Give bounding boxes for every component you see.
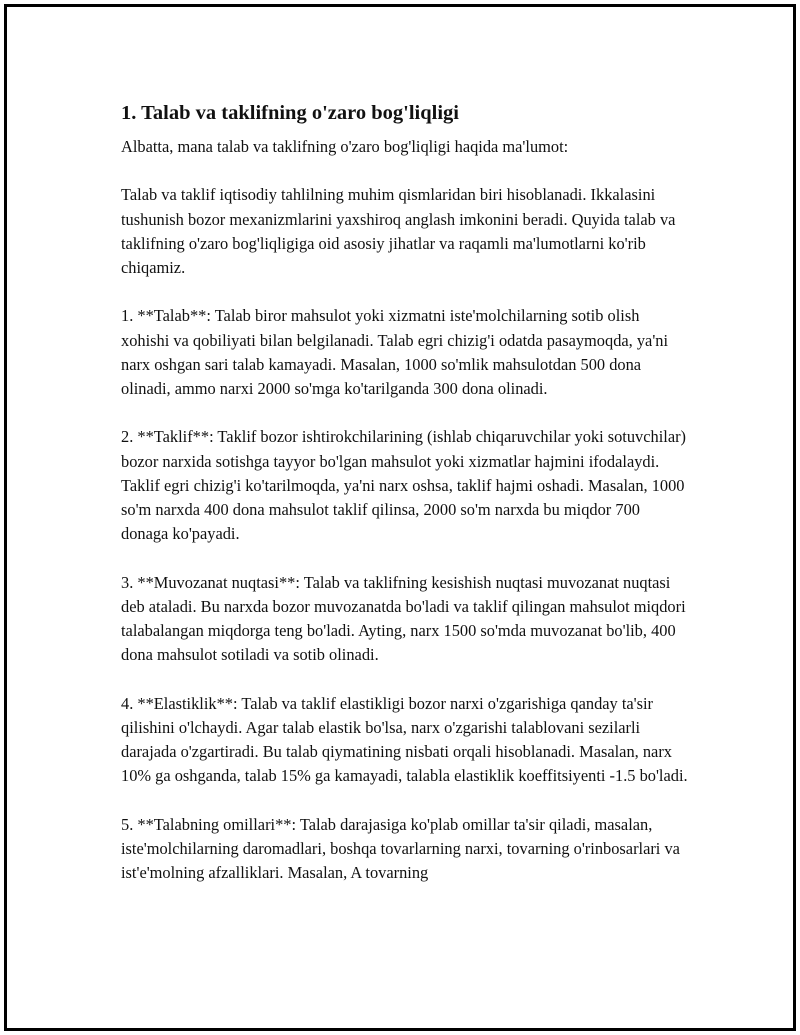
paragraph-overview: Talab va taklif iqtisodiy tahlilning muhim qismlaridan biri hisoblanadi. Ikkalasini tushunish bozor mexanizmlarini yaxshiroq anglash imkonini beradi. Quyida talab va taklifning o'zaro bog'liqligiga oid asosiy jihatlar va raqamli ma'lumotlarni ko'rib chiqamiz. — [121, 185, 676, 277]
page-frame — [4, 4, 796, 1031]
paragraph-muvozanat: 3. **Muvozanat nuqtasi**: Talab va taklifning kesishish nuqtasi muvozanat nuqtasi deb ataladi. Bu narxda bozor muvozanatda bo'ladi va taklif qilingan mahsulot miqdori talabalangan miqdorga teng bo'ladi. Ayting, narx 1500 so'mda muvozanat bo'lib, 400 dona mahsulot sotiladi va sotib olinadi. — [121, 572, 686, 665]
document-body — [121, 99, 691, 885]
paragraph-omillar: 5. **Talabning omillari**: Talab darajasiga ko'plab omillar ta'sir qiladi, masalan, iste'molchilarning daromadlari, boshqa tovarlarning narxi, tovarning o'rinbosarlari va ist'e'molning afzalliklari. Masalan, A tovarning — [121, 814, 680, 882]
paragraph-intro: Albatta, mana talab va taklifning o'zaro bog'liqligi haqida ma'lumot: — [121, 137, 569, 156]
document-title: 1. Talab va taklifning o'zaro bog'liqligi — [121, 102, 459, 124]
paragraph-elastiklik: 4. **Elastiklik**: Talab va taklif elastikligi bozor narxi o'zgarishiga qanday ta'sir qilishini o'lchaydi. Agar talab elastik bo'lsa, narx o'zgarishi talablovani sezilarli darajada o'zgartiradi. Bu talab qiymatining nisbati orqali hisoblanadi. Masalan, narx 10% ga oshganda, talab 15% ga kamayadi, talabla elastiklik koeffitsiyenti -1.5 bo'ladi. — [121, 693, 688, 786]
paragraph-taklif: 2. **Taklif**: Taklif bozor ishtirokchilarining (ishlab chiqaruvchilar yoki sotuvchilar) bozor narxida sotishga tayyor bo'lgan mahsulot yoki xizmatlar hajmini ifodalaydi. Taklif egri chizig'i ko'tarilmoqda, ya'ni narx oshsa, taklif hajmi oshadi. Masalan, 1000 so'm narxda 400 dona mahsulot taklif qilinsa, 2000 so'm narxda bu miqdor 700 donaga ko'payadi. — [121, 427, 687, 544]
paragraph-talab: 1. **Talab**: Talab biror mahsulot yoki xizmatni iste'molchilarning sotib olish xohishi va qobiliyati bilan belgilanadi. Talab egri chizig'i odatda pasaymoqda, ya'ni narx oshgan sari talab kamayadi. Masalan, 1000 so'mlik mahsulotdan 500 dona olinadi, ammo narxi 2000 so'mga ko'tarilganda 300 dona olinadi. — [121, 306, 669, 398]
